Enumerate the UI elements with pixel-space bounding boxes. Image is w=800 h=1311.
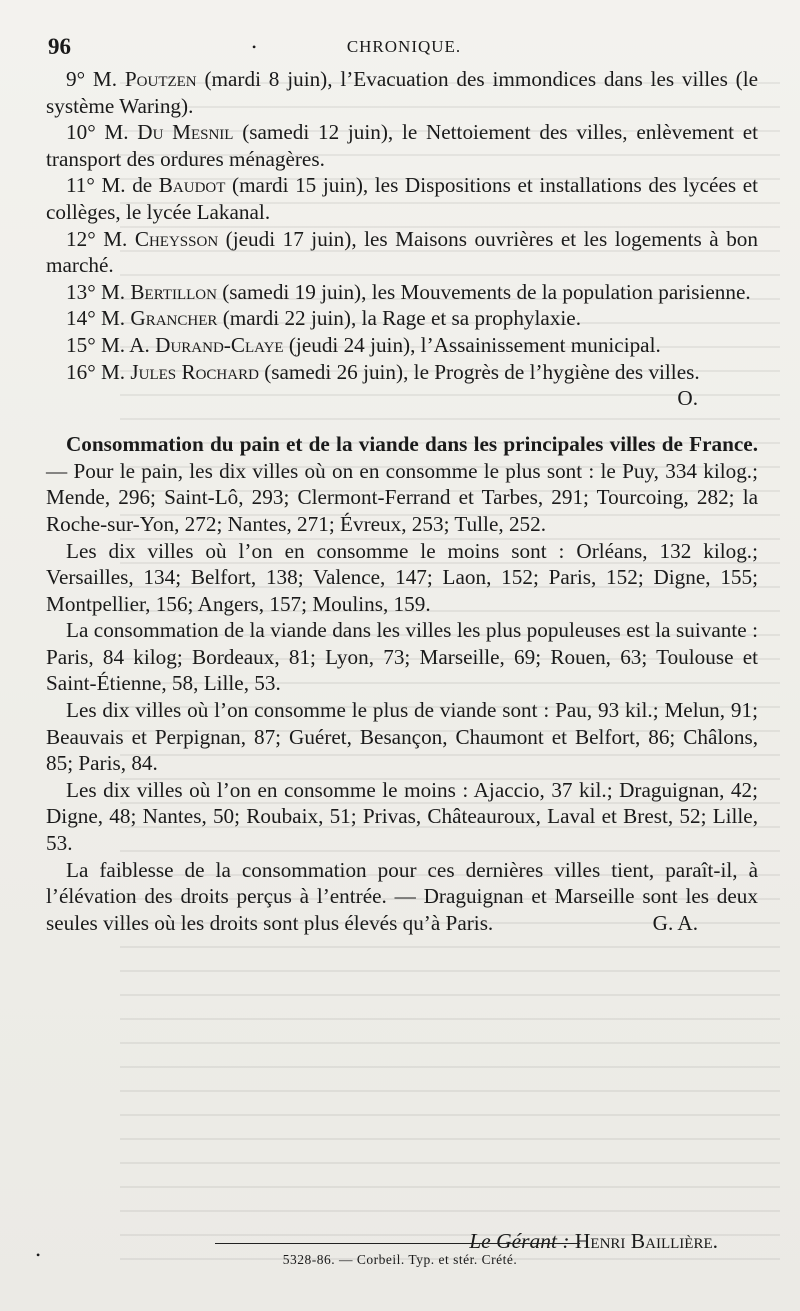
conference-item: 11° M. de Baudot (mardi 15 juin), les Dispositions et installations des lycées et collèges, le lycée Lakanal. (46, 173, 758, 224)
ink-speck: • (252, 40, 257, 54)
article-heading: Consommation du pain et de la viande dans les principales villes de France. (66, 432, 758, 457)
conference-item: 10° M. Du Mesnil (samedi 12 juin), le Nettoiement des villes, enlèvement et transport des ordures ménagères. (46, 120, 758, 171)
page-header (48, 34, 760, 60)
article-paragraph: Les dix villes où l’on consomme le plus de viande sont : Pau, 93 kil.; Melun, 91; Beauvais et Perpignan, 87; Guéret, Besançon, Chaumont et Belfort, 86; Châlons, 85; Paris, 84. (46, 698, 758, 776)
conferences-signature: O. (677, 386, 698, 411)
conference-item: 12° M. Cheysson (jeudi 17 juin), les Maisons ouvrières et les logements à bon marché. (46, 226, 758, 278)
gerant-label: Le Gérant : (469, 1229, 570, 1253)
conference-item: 15° M. A. Durand-Claye (jeudi 24 juin), l’Assainissement municipal. (66, 332, 661, 357)
article-signature: G. A. (652, 910, 698, 935)
conference-list (46, 66, 758, 411)
footer-rule (215, 1243, 580, 1244)
conference-item: 9° M. Poutzen (mardi 8 juin), l’Evacuation des immondices dans les villes (le système Waring). (46, 67, 758, 118)
article-paragraph: Les dix villes où l’on en consomme le moins : Ajaccio, 37 kil.; Draguignan, 42; Digne, 48; Nantes, 50; Roubaix, 51; Privas, Châteauroux, Laval et Brest, 52; Lille, 53. (46, 777, 758, 856)
body-text (46, 66, 758, 1253)
conference-item: 14° M. Grancher (mardi 22 juin), la Rage et sa prophylaxie. (66, 306, 582, 331)
article-paragraph: La consommation de la viande dans les villes les plus populeuses est la suivante : Paris, 84 kilog; Bordeaux, 81; Lyon, 73; Marseille, 69; Rouen, 63; Toulouse et Saint-Étienne, 58, Lille, 53. (46, 618, 758, 696)
conference-item: 13° M. Bertillon (samedi 19 juin), les Mouvements de la population parisienne. (66, 279, 751, 304)
article-paragraph: Les dix villes où l’on en consomme le moins sont : Orléans, 132 kilog.; Versailles, 134; Belfort, 138; Valence, 147; Laon, 152; Paris, 152; Digne, 155; Montpellier, 156; Angers, 157; Moulins, 159. (46, 538, 758, 616)
gerant-line (46, 1228, 758, 1255)
page-number: 96 (48, 34, 71, 59)
conference-item: 16° M. Jules Rochard (samedi 26 juin), le Progrès de l’hygiène des villes. O. (66, 359, 700, 411)
printer-imprint: 5328-86. — Corbeil. Typ. et stér. Crété. (282, 1252, 518, 1267)
gerant-name: Henri Baillière. (574, 1229, 718, 1253)
article (46, 431, 758, 936)
section-gap (46, 385, 758, 431)
article-paragraph: La faiblesse de la consommation pour ces dernières villes tient, paraît-il, à l’élévation des droits perçus à l’entrée. — Draguignan et Marseille sont les deux seules villes où les droits sont plus élevés qu’à Paris. G. A. (46, 857, 758, 935)
running-head: CHRONIQUE. (346, 37, 462, 56)
ink-speck: • (36, 1248, 41, 1262)
article-paragraph: Consommation du pain et de la viande dans les principales villes de France. — Pour le pain, les dix villes où on en consomme le plus sont : le Puy, 334 kilog.; Mende, 296; Saint-Lô, 293; Clermont-Ferrand et Tarbes, 291; Tourcoing, 282; la Roche-sur-Yon, 272; Nantes, 271; Évreux, 253; Tulle, 252. (46, 432, 758, 536)
